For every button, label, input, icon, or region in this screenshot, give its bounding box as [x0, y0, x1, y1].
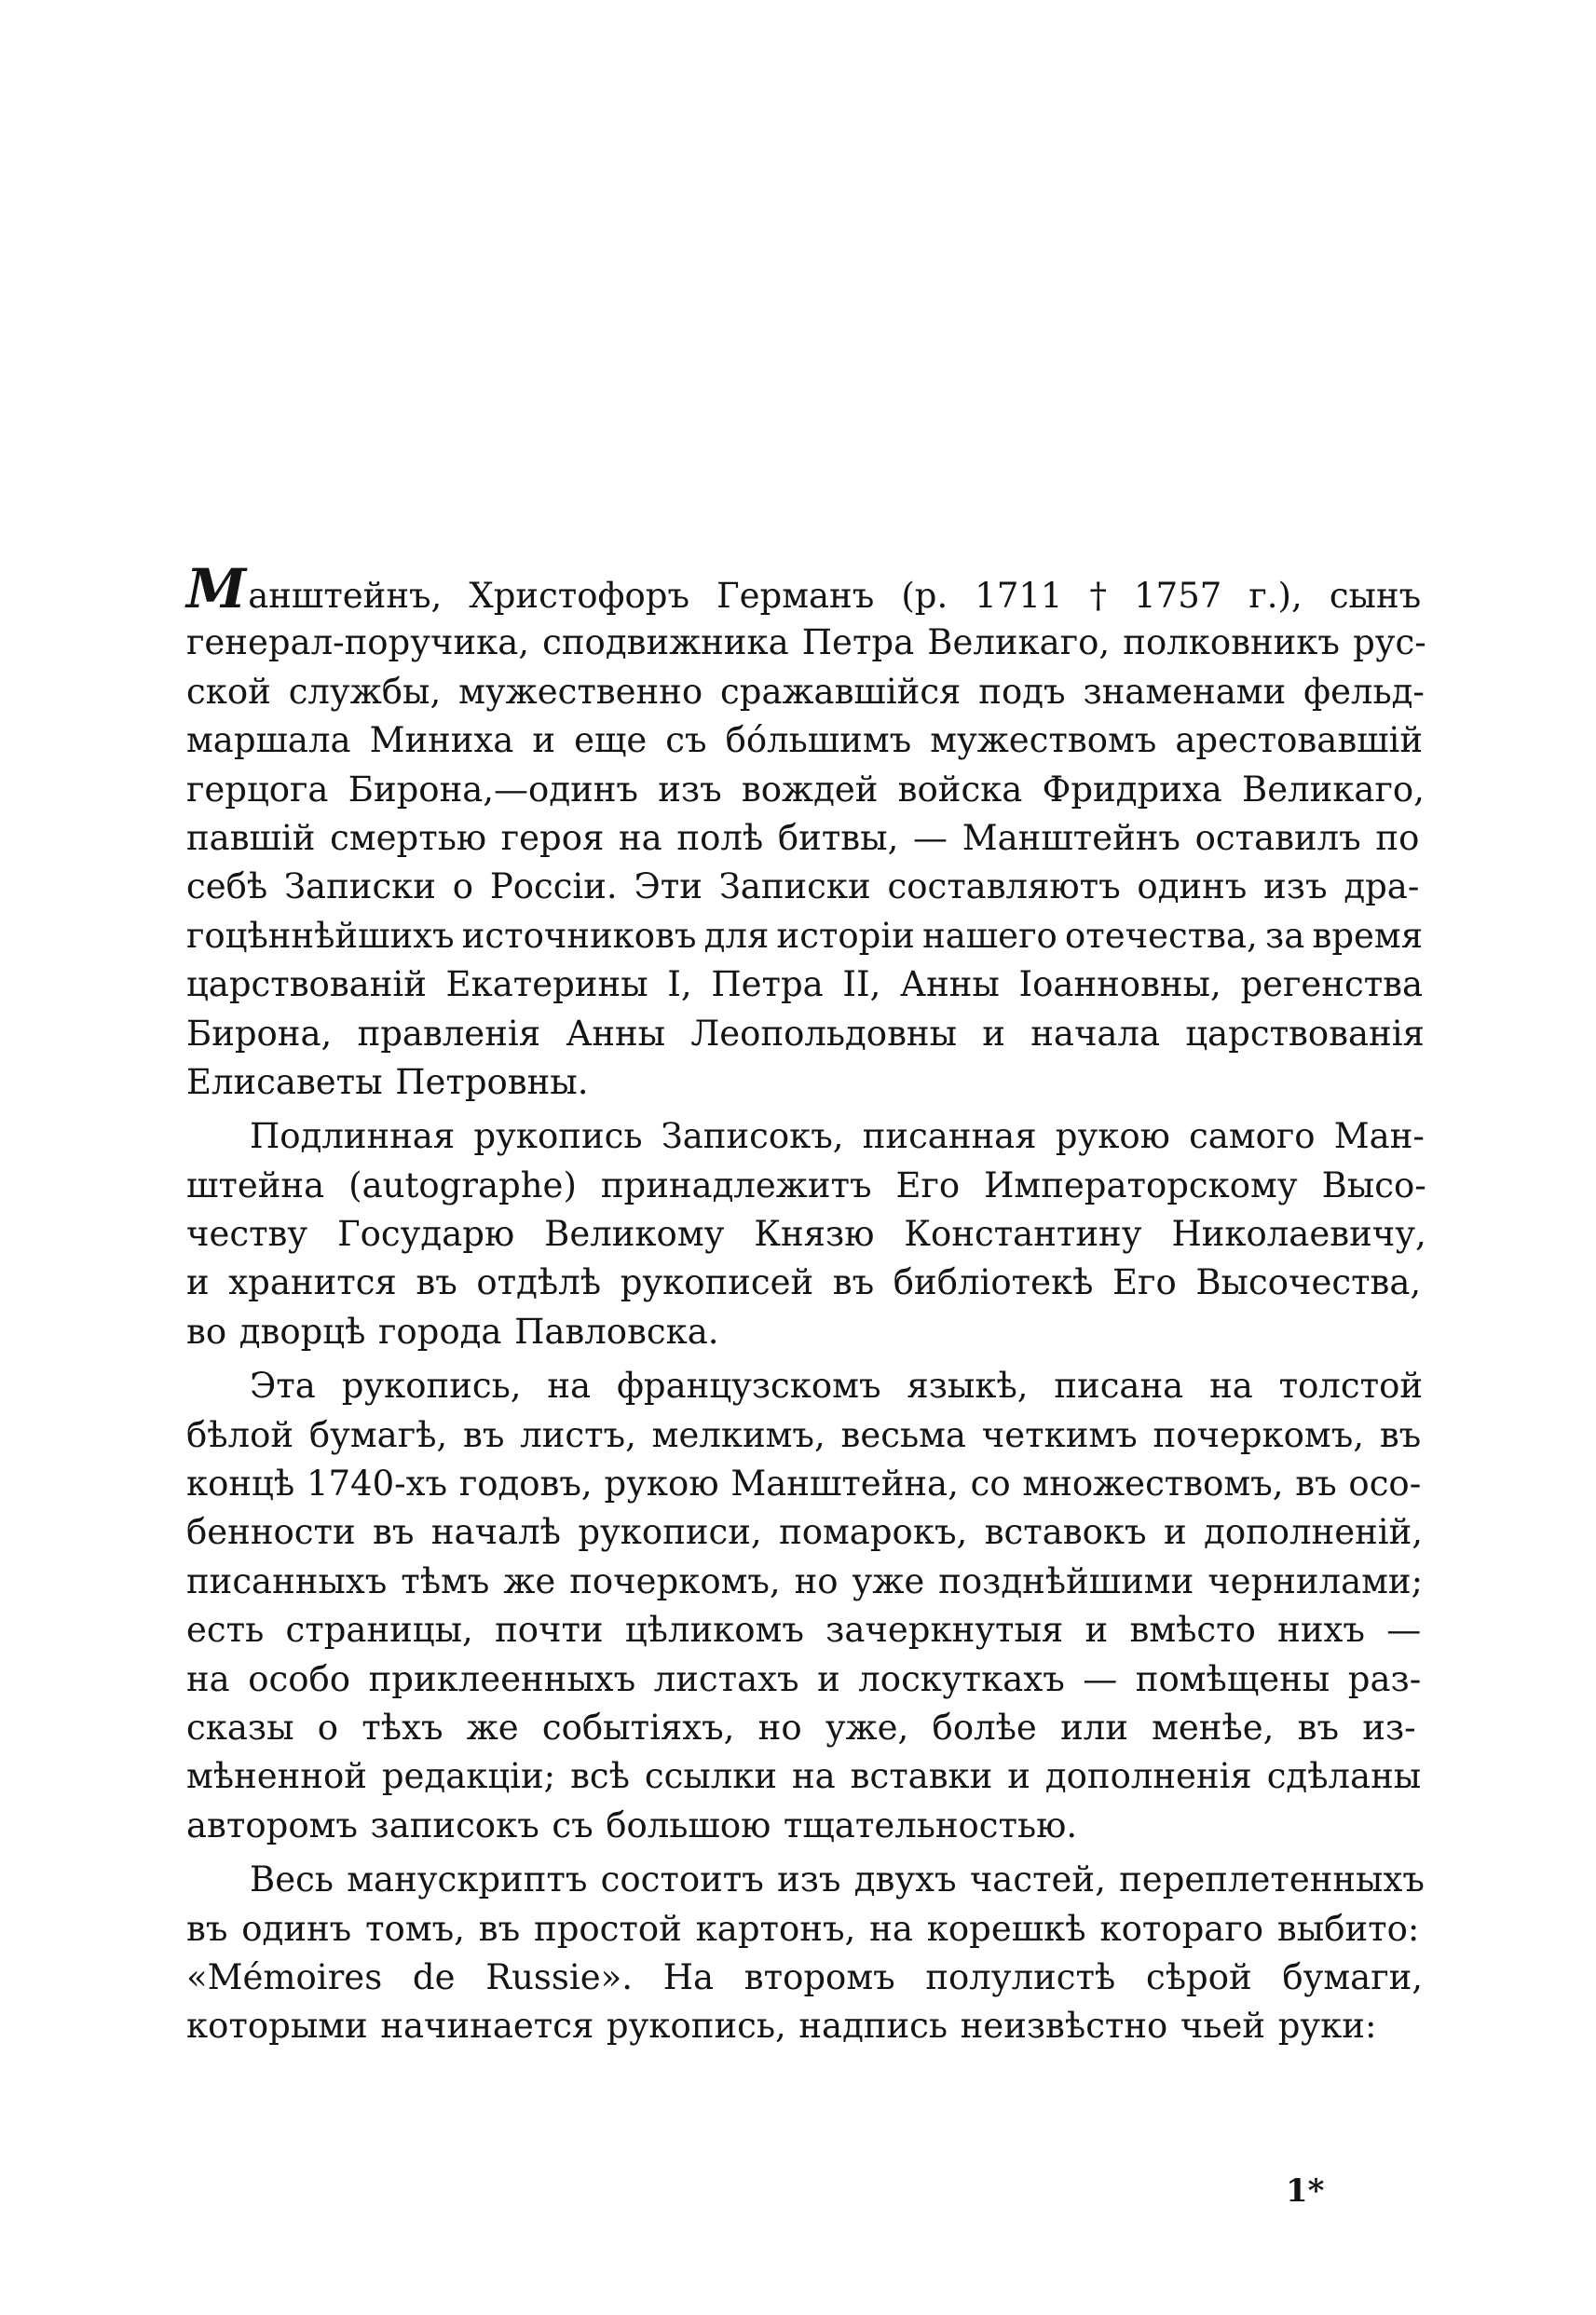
text-line: маршала Миниха и еще съ бо́льшимъ мужествомъ арестовавшій — [186, 720, 1424, 761]
body-text — [186, 557, 1435, 2051]
text-line: бѣлой бумагѣ, въ листъ, мелкимъ, весьма четкимъ почеркомъ, въ — [186, 1414, 1422, 1455]
line-text: анштейнъ, Христофоръ Германъ (р. 1711 † 1757 г.), сынъ — [248, 576, 1422, 616]
text-line: въ одинъ томъ, въ простой картонъ, на корешкѣ котораго выбито: — [186, 1908, 1420, 1949]
text-line: мѣненной редакціи; всѣ ссылки на вставки и дополненія сдѣланы — [186, 1756, 1422, 1797]
text-line: есть страницы, почти цѣликомъ зачеркнутыя и вмѣсто нихъ — — [186, 1610, 1422, 1651]
text-line: честву Государю Великому Князю Константину Николаевичу, — [186, 1214, 1426, 1255]
text-line: Елисаветы Петровны. — [186, 1061, 589, 1102]
text-line: во дворцѣ города Павловска. — [186, 1311, 719, 1352]
text-line: Подлинная рукопись Записокъ, писанная рукою самого Ман- — [250, 1116, 1425, 1157]
text-line — [186, 557, 1435, 620]
text-line: ской службы, мужественно сражавшійся подъ знаменами фельд- — [186, 671, 1425, 712]
text-line: герцога Бирона,—одинъ изъ вождей войска Фридриха Великаго, — [186, 769, 1425, 810]
text-line: авторомъ записокъ съ большою тщательностью. — [186, 1804, 1078, 1845]
text-line: себѣ Записки о Россіи. Эти Записки составляютъ одинъ изъ дра- — [186, 866, 1420, 907]
text-line: Бирона, правленія Анны Леопольдовны и начала царствованія — [186, 1013, 1425, 1054]
text-line: гоцѣннѣйшихъ источниковъ для исторіи нашего отечества, за время — [186, 915, 1424, 956]
text-line: писанныхъ тѣмъ же почеркомъ, но уже позднѣйшими чернилами; — [186, 1560, 1424, 1601]
text-line: сказы о тѣхъ же событіяхъ, но уже, болѣе или менѣе, въ из- — [186, 1707, 1416, 1748]
text-line: царствованій Екатерины I, Петра II, Анны Іоанновны, регенства — [186, 964, 1424, 1005]
text-line: Весь манускриптъ состоитъ изъ двухъ частей, переплетенныхъ — [250, 1859, 1425, 1900]
drop-cap: М — [186, 557, 247, 620]
text-line: бенности въ началѣ рукописи, помарокъ, вставокъ и дополненій, — [186, 1512, 1424, 1553]
text-line: Эта рукопись, на французскомъ языкѣ, писана на толстой — [250, 1366, 1424, 1407]
text-line: «Mémoires de Russie». На второмъ полулистѣ сѣрой бумаги, — [186, 1956, 1424, 1997]
text-line: штейна (autographe) принадлежитъ Его Императорскому Высо- — [186, 1164, 1426, 1205]
text-line: концѣ 1740-хъ годовъ, рукою Манштейна, со множествомъ, въ осо- — [186, 1464, 1422, 1505]
text-line: павшій смертью героя на полѣ битвы, — Манштейнъ оставилъ по — [186, 817, 1420, 858]
text-line: которыми начинается рукопись, надпись неизвѣстно чьей руки: — [186, 2006, 1377, 2047]
page-number: 1* — [1286, 2172, 1325, 2210]
text-line: и хранится въ отдѣлѣ рукописей въ библіотекѣ Его Высочества, — [186, 1262, 1422, 1303]
text-line: на особо приклеенныхъ листахъ и лоскуткахъ — помѣщены раз- — [186, 1658, 1422, 1699]
text-line: генерал-поручика, сподвижника Петра Великаго, полковникъ рус- — [186, 622, 1426, 663]
